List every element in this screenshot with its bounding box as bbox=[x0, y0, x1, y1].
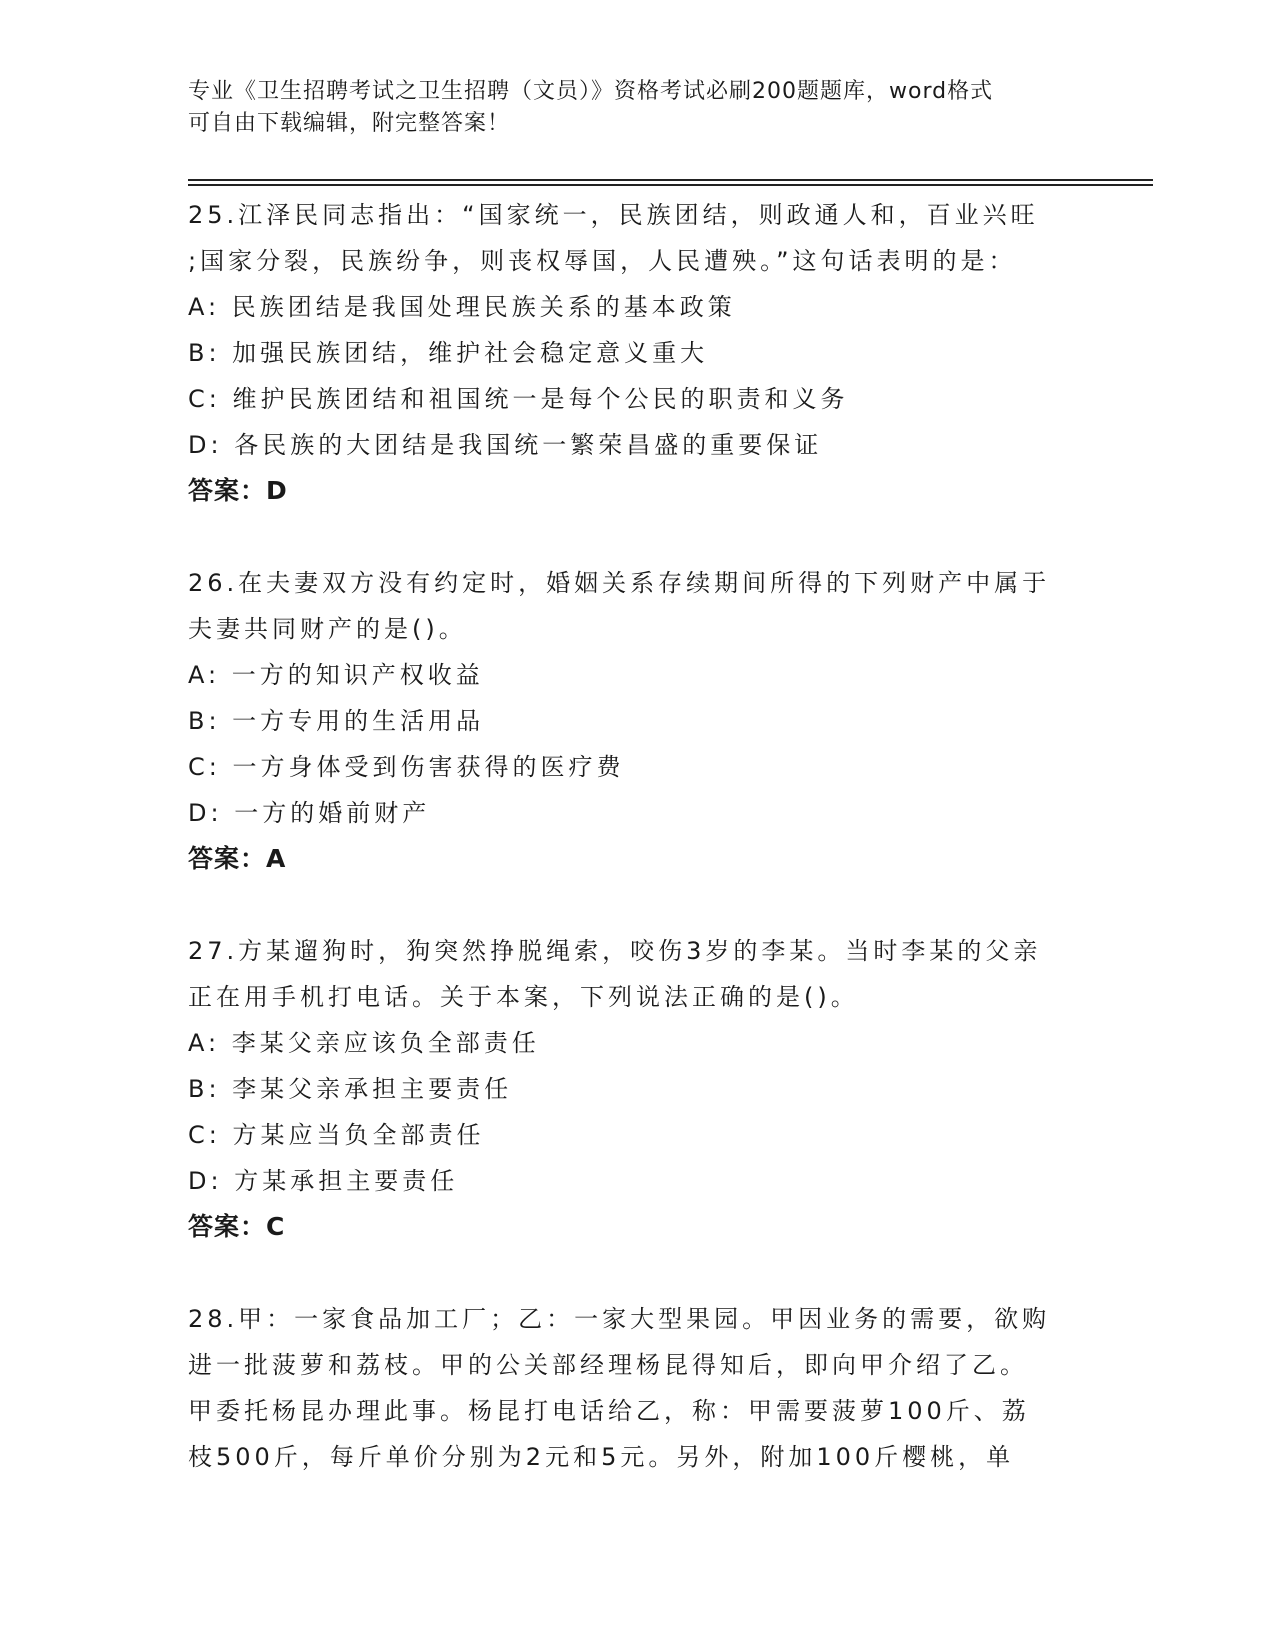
option-d: D: 一方的婚前财产 bbox=[188, 799, 431, 827]
option-c: C: 维护民族团结和祖国统一是每个公民的职责和义务 bbox=[188, 385, 849, 413]
answer-label: 答案：C bbox=[188, 1212, 286, 1241]
option-a: A: 民族团结是我国处理民族关系的基本政策 bbox=[188, 293, 736, 321]
option-b: B: 一方专用的生活用品 bbox=[188, 707, 485, 735]
document-header bbox=[188, 76, 1088, 140]
question-stem-line: 27.方某遛狗时，狗突然挣脱绳索，咬伤3岁的李某。当时李某的父亲 bbox=[188, 937, 1042, 965]
question-stem-line: 正在用手机打电话。关于本案，下列说法正确的是()。 bbox=[188, 983, 859, 1011]
question-stem-line: 甲委托杨昆办理此事。杨昆打电话给乙，称：甲需要菠萝100斤、荔 bbox=[188, 1397, 1030, 1425]
question-stem-line: 进一批菠萝和荔枝。甲的公关部经理杨昆得知后，即向甲介绍了乙。 bbox=[188, 1351, 1028, 1379]
question-stem-line: 枝500斤，每斤单价分别为2元和5元。另外，附加100斤樱桃，单 bbox=[188, 1443, 1015, 1471]
question-stem-line: 26.在夫妻双方没有约定时，婚姻关系存续期间所得的下列财产中属于 bbox=[188, 569, 1051, 597]
header-divider-top bbox=[188, 179, 1153, 181]
question-stem-line: 夫妻共同财产的是()。 bbox=[188, 615, 467, 643]
answer-label: 答案：A bbox=[188, 844, 287, 873]
header-line-1: 专业《卫生招聘考试之卫生招聘（文员）》资格考试必刷200题题库，word格式 bbox=[188, 79, 994, 104]
question-stem-line: 28.甲：一家食品加工厂；乙：一家大型果园。甲因业务的需要，欲购 bbox=[188, 1305, 1051, 1333]
option-d: D: 各民族的大团结是我国统一繁荣昌盛的重要保证 bbox=[188, 431, 823, 459]
question-stem-line: ;国家分裂，民族纷争，则丧权辱国，人民遭殃。”这句话表明的是： bbox=[188, 247, 1017, 275]
header-line-2: 可自由下载编辑，附完整答案！ bbox=[188, 111, 511, 136]
option-a: A: 一方的知识产权收益 bbox=[188, 661, 484, 689]
question-list bbox=[188, 192, 1088, 1526]
answer-label: 答案：D bbox=[188, 476, 288, 505]
question-28 bbox=[188, 1296, 1088, 1480]
option-c: C: 一方身体受到伤害获得的医疗费 bbox=[188, 753, 625, 781]
option-d: D: 方某承担主要责任 bbox=[188, 1167, 459, 1195]
option-a: A: 李某父亲应该负全部责任 bbox=[188, 1029, 540, 1057]
option-c: C: 方某应当负全部责任 bbox=[188, 1121, 485, 1149]
header-divider-bottom bbox=[188, 184, 1153, 186]
question-27 bbox=[188, 928, 1088, 1250]
question-26 bbox=[188, 560, 1088, 882]
option-b: B: 李某父亲承担主要责任 bbox=[188, 1075, 513, 1103]
question-stem-line: 25.江泽民同志指出：“国家统一，民族团结，则政通人和，百业兴旺 bbox=[188, 201, 1039, 229]
question-25 bbox=[188, 192, 1088, 514]
option-b: B: 加强民族团结，维护社会稳定意义重大 bbox=[188, 339, 709, 367]
